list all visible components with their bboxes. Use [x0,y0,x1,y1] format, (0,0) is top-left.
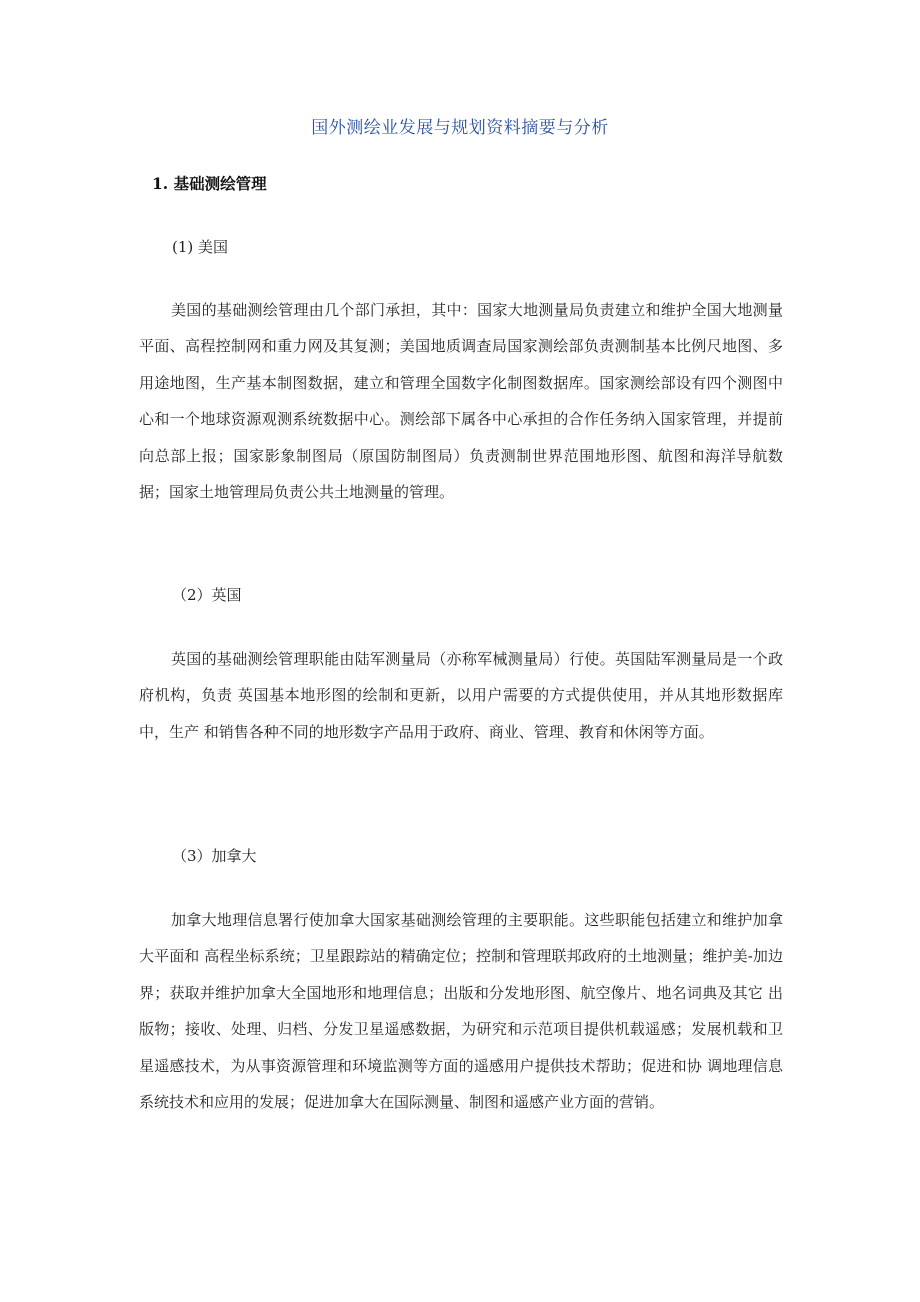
paragraph-canada: 加拿大地理信息署行使加拿大国家基础测绘管理的主要职能。这些职能包括建立和维护加拿 大平面和 高程坐标系统；卫星跟踪站的精确定位；控制和管理联邦政府的土地测量；维护美-加边界；获取并维护加拿大全国地形和地理信息；出版和分发地形图、航空像片、地名词典及其它 出版物；接收、处理、归档、分发卫星遥感数据，为研究和示范项目提供机载遥感；发展机载和卫星遥感技术，为从事资源管理和环境监测等方面的遥感用户提供技术帮助；促进和协 调地理信息系统技术和应用的发展；促进加拿大在国际测量、制图和遥感产业方面的营销。 [139,911,783,1112]
subsection-label-canada: （3）加拿大 [172,847,257,865]
paragraph-usa: 美国的基础测绘管理由几个部门承担，其中：国家大地测量局负责建立和维护全国大地测量平面、高程控制网和重力网及其复测；美国地质调查局国家测绘部负责测制基本比例尺地图、多用途地图，生产基本制图数据，建立和管理全国数字化制图数据库。国家测绘部设有四个测图中心和一个地球资源观测系统数据中心。测绘部下属各中心承担的合作任务纳入国家管理，并提前向总部上报；国家影象制图局（原国防制图局）负责测制世界范围地形图、航图和海洋导航数据；国家土地管理局负责公共土地测量的管理。 [139,301,783,502]
paragraph-uk: 英国的基础测绘管理职能由陆军测量局（亦称军械测量局）行使。英国陆军测量局是一个政府机构，负责 英国基本地形图的绘制和更新，以用户需要的方式提供使用，并从其地形数据库中，生产 和销售各种不同的地形数字产品用于政府、商业、管理、教育和休闲等方面。 [139,650,783,741]
document-title: 国外测绘业发展与规划资料摘要与分析 [311,118,609,138]
subsection-label-uk: （2）英国 [172,586,242,604]
subsection-label-usa: (1) 美国 [172,238,229,256]
section-heading: 1. 基础测绘管理 [152,174,267,193]
